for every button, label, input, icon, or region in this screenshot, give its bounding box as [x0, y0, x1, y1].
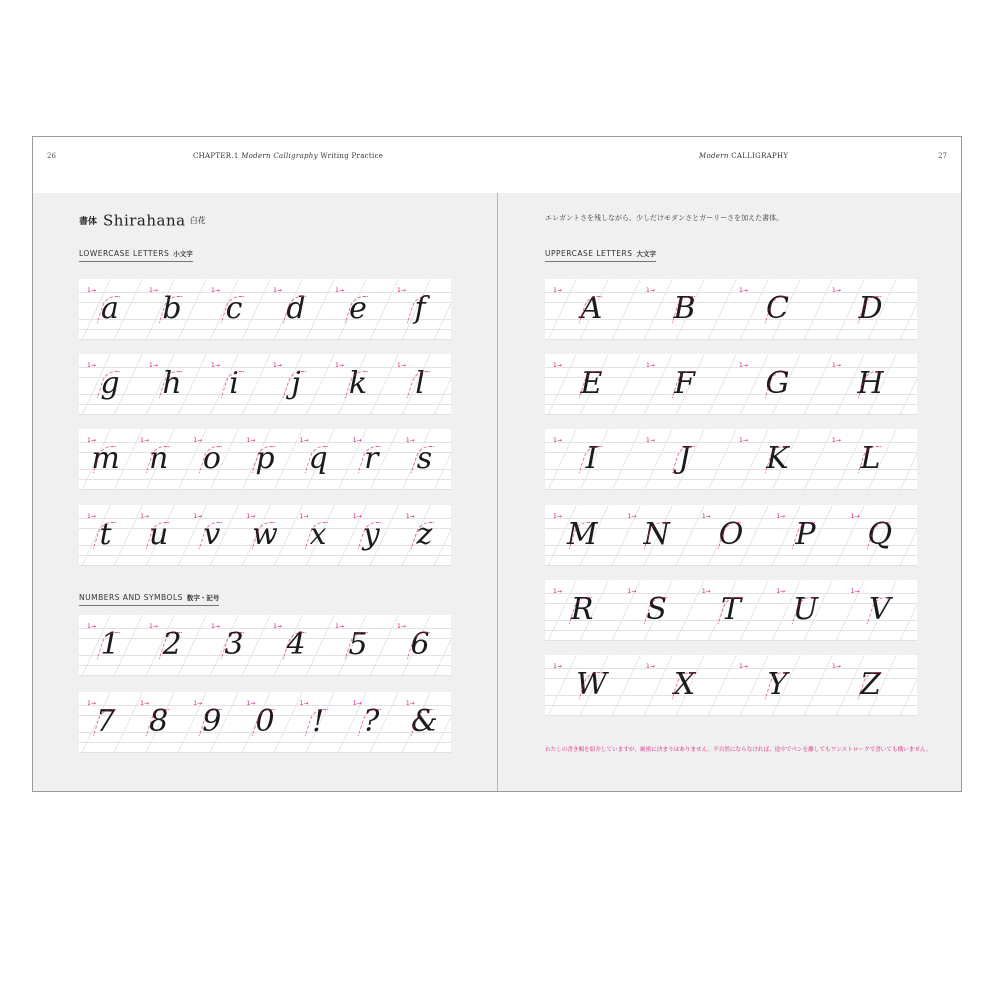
running-chapter: CHAPTER.1: [193, 152, 239, 160]
calligraphy-glyph: 1→ ?: [345, 707, 398, 737]
calligraphy-glyph: 1→ f: [389, 294, 451, 324]
calligraphy-glyph: 1→ l: [389, 369, 451, 399]
calligraphy-glyph: 1→ B: [638, 294, 731, 324]
calligraphy-glyph: 1→ Z: [824, 670, 917, 700]
calligraphy-glyph: 1→ d: [265, 294, 327, 324]
lowercase-label-jp: 小文字: [173, 250, 193, 258]
calligraphy-glyph: 1→ M: [545, 520, 619, 550]
numbers-label-text: NUMBERS AND SYMBOLS: [79, 593, 183, 602]
calligraphy-glyph: 1→ S: [619, 595, 693, 625]
calligraphy-glyph: 1→ &: [398, 707, 451, 737]
calligraphy-glyph: 1→ 6: [389, 630, 451, 660]
typeface-description: エレガントさを残しながら、少しだけモダンさとガーリーさを加えた書体。: [545, 214, 784, 222]
uppercase-label-text: UPPERCASE LETTERS: [545, 249, 633, 258]
left-page: [33, 137, 497, 791]
title-jp: 書体: [79, 217, 98, 227]
practice-strip-uppercase-2: [545, 354, 917, 415]
calligraphy-glyph: 1→ t: [79, 520, 132, 550]
calligraphy-glyph: 1→ z: [398, 520, 451, 550]
calligraphy-glyph: 1→ m: [79, 444, 132, 474]
running-rest-right: CALLIGRAPHY: [731, 152, 789, 160]
calligraphy-glyph: 1→ R: [545, 595, 619, 625]
calligraphy-glyph: 1→ x: [292, 520, 345, 550]
practice-strip-lowercase-4: [79, 505, 451, 566]
running-italic: Modern Calligraphy: [241, 152, 318, 160]
practice-strip-uppercase-1: [545, 279, 917, 340]
typeface-title: [79, 210, 206, 230]
running-rest: Writing Practice: [320, 152, 384, 160]
calligraphy-glyph: 1→ W: [545, 670, 638, 700]
calligraphy-glyph: 1→ Q: [843, 520, 917, 550]
calligraphy-glyph: 1→ 2: [141, 630, 203, 660]
calligraphy-glyph: 1→ r: [345, 444, 398, 474]
numbers-label-jp: 数字・記号: [186, 594, 220, 602]
calligraphy-glyph: 1→ N: [619, 520, 693, 550]
calligraphy-glyph: 1→ s: [398, 444, 451, 474]
stroke-order-note: わたしの書き順を紹介していますが、厳密に決まりはありません。不自然にならなければ、途中でペンを離してもワンストロークで書いても構いません。: [545, 747, 932, 753]
title-en: Shirahana: [103, 211, 186, 230]
calligraphy-glyph: 1→ P: [768, 520, 842, 550]
right-page-header: [497, 137, 961, 193]
calligraphy-glyph: 1→ !: [292, 707, 345, 737]
practice-strip-uppercase-5: [545, 580, 917, 641]
calligraphy-glyph: 1→ E: [545, 369, 638, 399]
practice-strip-lowercase-1: [79, 279, 451, 340]
calligraphy-glyph: 1→ y: [345, 520, 398, 550]
calligraphy-glyph: 1→ G: [731, 369, 824, 399]
calligraphy-glyph: 1→ H: [824, 369, 917, 399]
calligraphy-glyph: 1→ V: [843, 595, 917, 625]
numbers-section-label: [79, 593, 219, 606]
calligraphy-glyph: 1→ i: [203, 369, 265, 399]
calligraphy-glyph: 1→ U: [768, 595, 842, 625]
calligraphy-glyph: 1→ p: [238, 444, 291, 474]
practice-strip-numbers-1: [79, 615, 451, 676]
calligraphy-glyph: 1→ L: [824, 444, 917, 474]
calligraphy-glyph: 1→ C: [731, 294, 824, 324]
calligraphy-glyph: 1→ u: [132, 520, 185, 550]
calligraphy-glyph: 1→ 3: [203, 630, 265, 660]
calligraphy-glyph: 1→ c: [203, 294, 265, 324]
calligraphy-glyph: 1→ 0: [238, 707, 291, 737]
calligraphy-glyph: 1→ X: [638, 670, 731, 700]
uppercase-label-jp: 大文字: [636, 250, 657, 258]
practice-strip-lowercase-2: [79, 354, 451, 415]
calligraphy-glyph: 1→ I: [545, 444, 638, 474]
calligraphy-glyph: 1→ e: [327, 294, 389, 324]
calligraphy-glyph: 1→ j: [265, 369, 327, 399]
calligraphy-glyph: 1→ 1: [79, 630, 141, 660]
uppercase-section-label: [545, 249, 656, 262]
calligraphy-glyph: 1→ 9: [185, 707, 238, 737]
calligraphy-glyph: 1→ K: [731, 444, 824, 474]
calligraphy-glyph: 1→ o: [185, 444, 238, 474]
calligraphy-glyph: 1→ Y: [731, 670, 824, 700]
calligraphy-glyph: 1→ n: [132, 444, 185, 474]
lowercase-label-text: LOWERCASE LETTERS: [79, 249, 170, 258]
practice-strip-uppercase-4: [545, 505, 917, 566]
lowercase-section-label: [79, 249, 193, 262]
calligraphy-glyph: 1→ T: [694, 595, 768, 625]
right-page: [497, 137, 961, 791]
calligraphy-glyph: 1→ 7: [79, 707, 132, 737]
calligraphy-glyph: 1→ F: [638, 369, 731, 399]
calligraphy-glyph: 1→ q: [292, 444, 345, 474]
calligraphy-glyph: 1→ D: [824, 294, 917, 324]
calligraphy-glyph: 1→ A: [545, 294, 638, 324]
calligraphy-glyph: 1→ J: [638, 444, 731, 474]
practice-strip-uppercase-3: [545, 429, 917, 490]
calligraphy-glyph: 1→ w: [238, 520, 291, 550]
calligraphy-glyph: 1→ b: [141, 294, 203, 324]
practice-strip-numbers-2: [79, 692, 451, 753]
calligraphy-glyph: 1→ O: [694, 520, 768, 550]
left-running-head: [193, 152, 383, 160]
calligraphy-glyph: 1→ v: [185, 520, 238, 550]
book-spread: [32, 136, 962, 792]
calligraphy-glyph: 1→ 8: [132, 707, 185, 737]
left-page-header: [33, 137, 497, 193]
practice-strip-uppercase-6: [545, 655, 917, 716]
calligraphy-glyph: 1→ 5: [327, 630, 389, 660]
calligraphy-glyph: 1→ g: [79, 369, 141, 399]
right-page-number: 27: [938, 152, 947, 160]
calligraphy-glyph: 1→ h: [141, 369, 203, 399]
left-page-number: 26: [47, 152, 56, 160]
title-jp-name: 白花: [189, 216, 206, 225]
calligraphy-glyph: 1→ 4: [265, 630, 327, 660]
practice-strip-lowercase-3: [79, 429, 451, 490]
right-running-head: [699, 152, 788, 160]
calligraphy-glyph: 1→ k: [327, 369, 389, 399]
running-italic-right: Modern: [699, 152, 729, 160]
calligraphy-glyph: 1→ a: [79, 294, 141, 324]
